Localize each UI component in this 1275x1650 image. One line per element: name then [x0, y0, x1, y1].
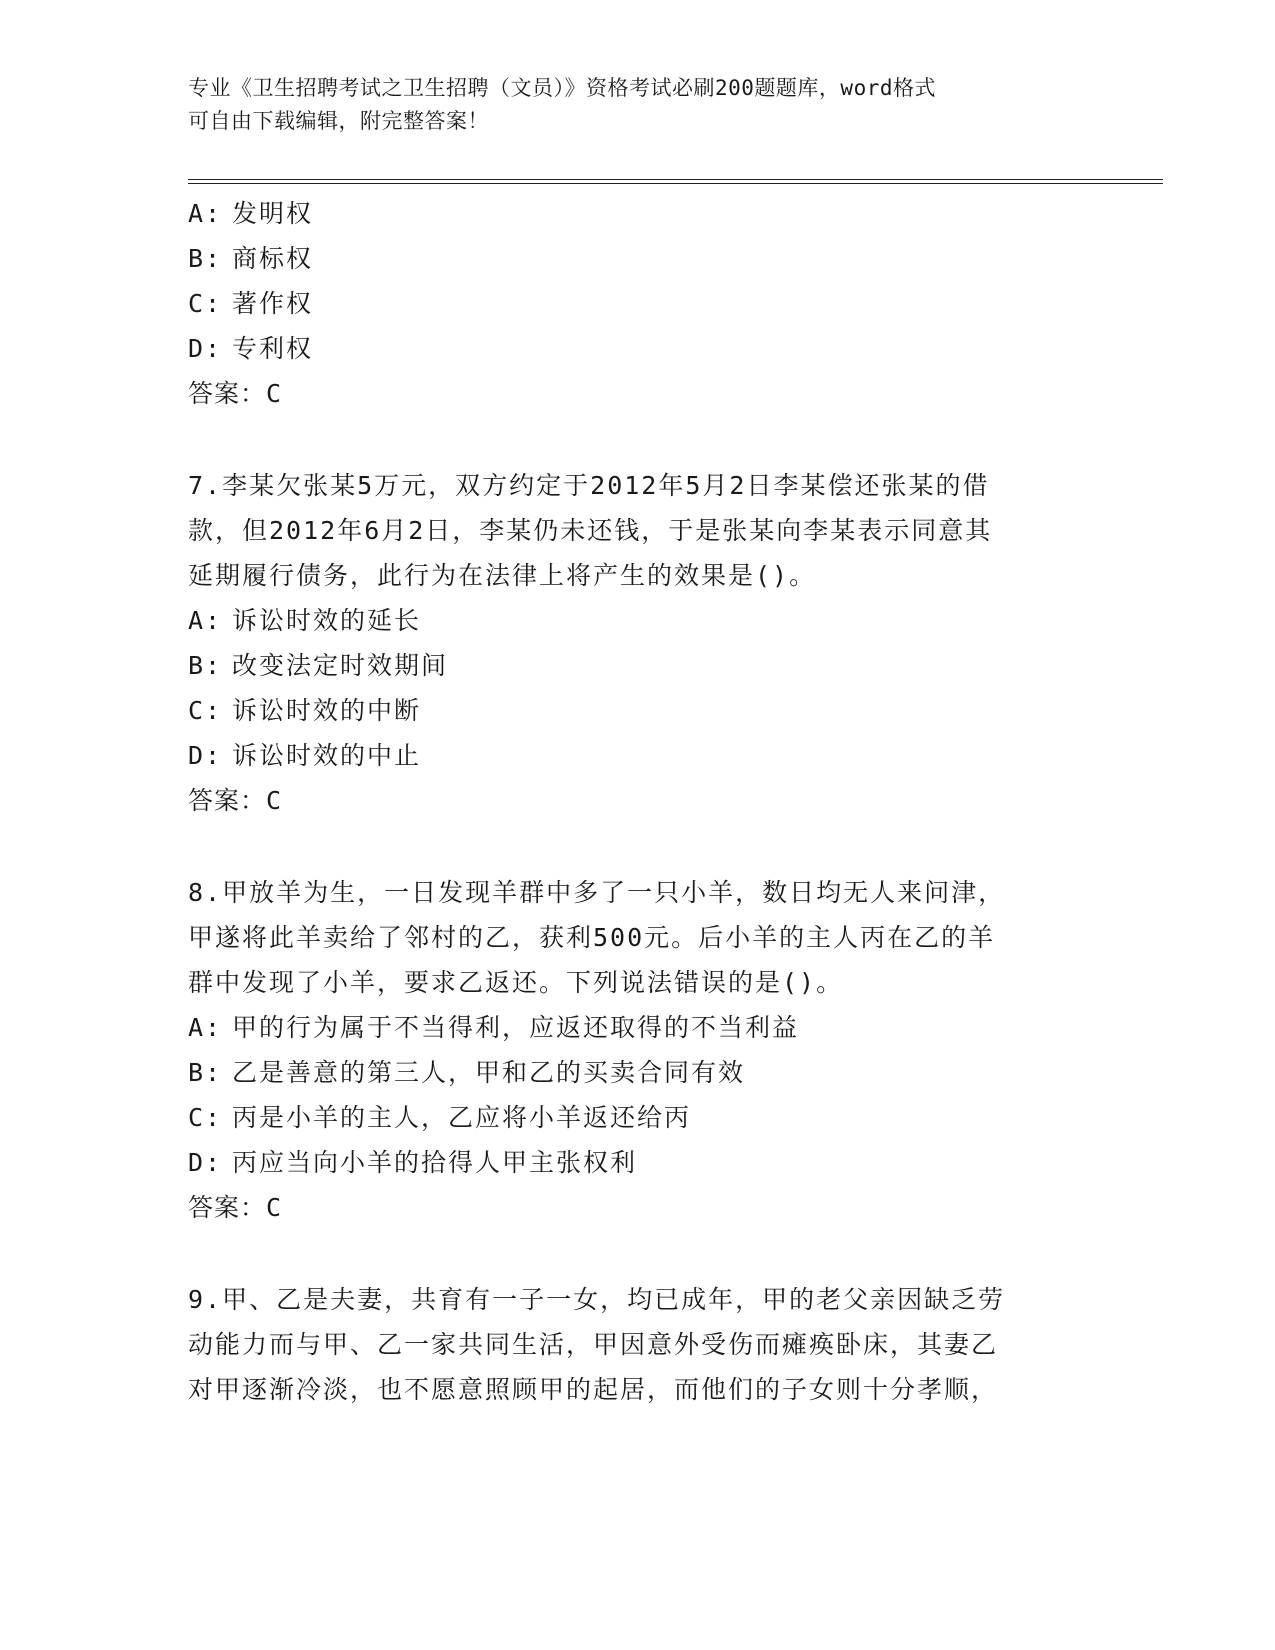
answer: 答案：C [188, 1193, 283, 1222]
header-line-1: 专业《卫生招聘考试之卫生招聘（文员）》资格考试必刷200题题库，word格式 [188, 76, 936, 100]
header-line-2: 可自由下载编辑，附完整答案！ [188, 109, 489, 133]
option-b: B: 改变法定时效期间 [188, 651, 449, 680]
option-a: A: 发明权 [188, 199, 314, 228]
option-b: B: 乙是善意的第三人，甲和乙的买卖合同有效 [188, 1058, 746, 1087]
question-stem-line: 动能力而与甲、乙一家共同生活，甲因意外受伤而瘫痪卧床，其妻乙 [188, 1330, 999, 1359]
spacer [188, 1230, 1088, 1277]
option-c: C: 诉讼时效的中断 [188, 696, 422, 725]
option-d: D: 丙应当向小羊的拾得人甲主张权利 [188, 1148, 638, 1177]
spacer [188, 823, 1088, 870]
question-stem-line: 7.李某欠张某5万元，双方约定于2012年5月2日李某偿还张某的借 [188, 471, 990, 500]
option-d: D: 诉讼时效的中止 [188, 741, 422, 770]
document-header [188, 72, 1088, 138]
option-c: C: 丙是小羊的主人，乙应将小羊返还给丙 [188, 1103, 692, 1132]
answer: 答案：C [188, 379, 283, 408]
option-a: A: 诉讼时效的延长 [188, 606, 422, 635]
answer: 答案：C [188, 786, 283, 815]
question-stem-line: 对甲逐渐冷淡，也不愿意照顾甲的起居，而他们的子女则十分孝顺， [188, 1375, 999, 1404]
spacer [188, 416, 1088, 463]
header-divider-top [188, 179, 1163, 180]
question-stem-line: 8.甲放羊为生，一日发现羊群中多了一只小羊，数日均无人来问津， [188, 878, 1006, 907]
question-8 [188, 870, 1088, 1230]
question-6 [188, 191, 1088, 416]
question-7 [188, 463, 1088, 823]
question-content [188, 191, 1088, 1412]
question-stem-line: 群中发现了小羊，要求乙返还。下列说法错误的是()。 [188, 968, 844, 997]
question-stem-line: 延期履行债务，此行为在法律上将产生的效果是()。 [188, 561, 817, 590]
option-a: A: 甲的行为属于不当得利，应返还取得的不当利益 [188, 1013, 800, 1042]
question-stem-line: 9.甲、乙是夫妻，共育有一子一女，均已成年，甲的老父亲因缺乏劳 [188, 1285, 1006, 1314]
option-b: B: 商标权 [188, 244, 314, 273]
question-stem-line: 款，但2012年6月2日，李某仍未还钱，于是张某向李某表示同意其 [188, 516, 993, 545]
header-divider-bottom [188, 183, 1163, 184]
question-9 [188, 1277, 1088, 1412]
option-c: C: 著作权 [188, 289, 314, 318]
option-d: D: 专利权 [188, 334, 314, 363]
question-stem-line: 甲遂将此羊卖给了邻村的乙，获利500元。后小羊的主人丙在乙的羊 [188, 923, 996, 952]
